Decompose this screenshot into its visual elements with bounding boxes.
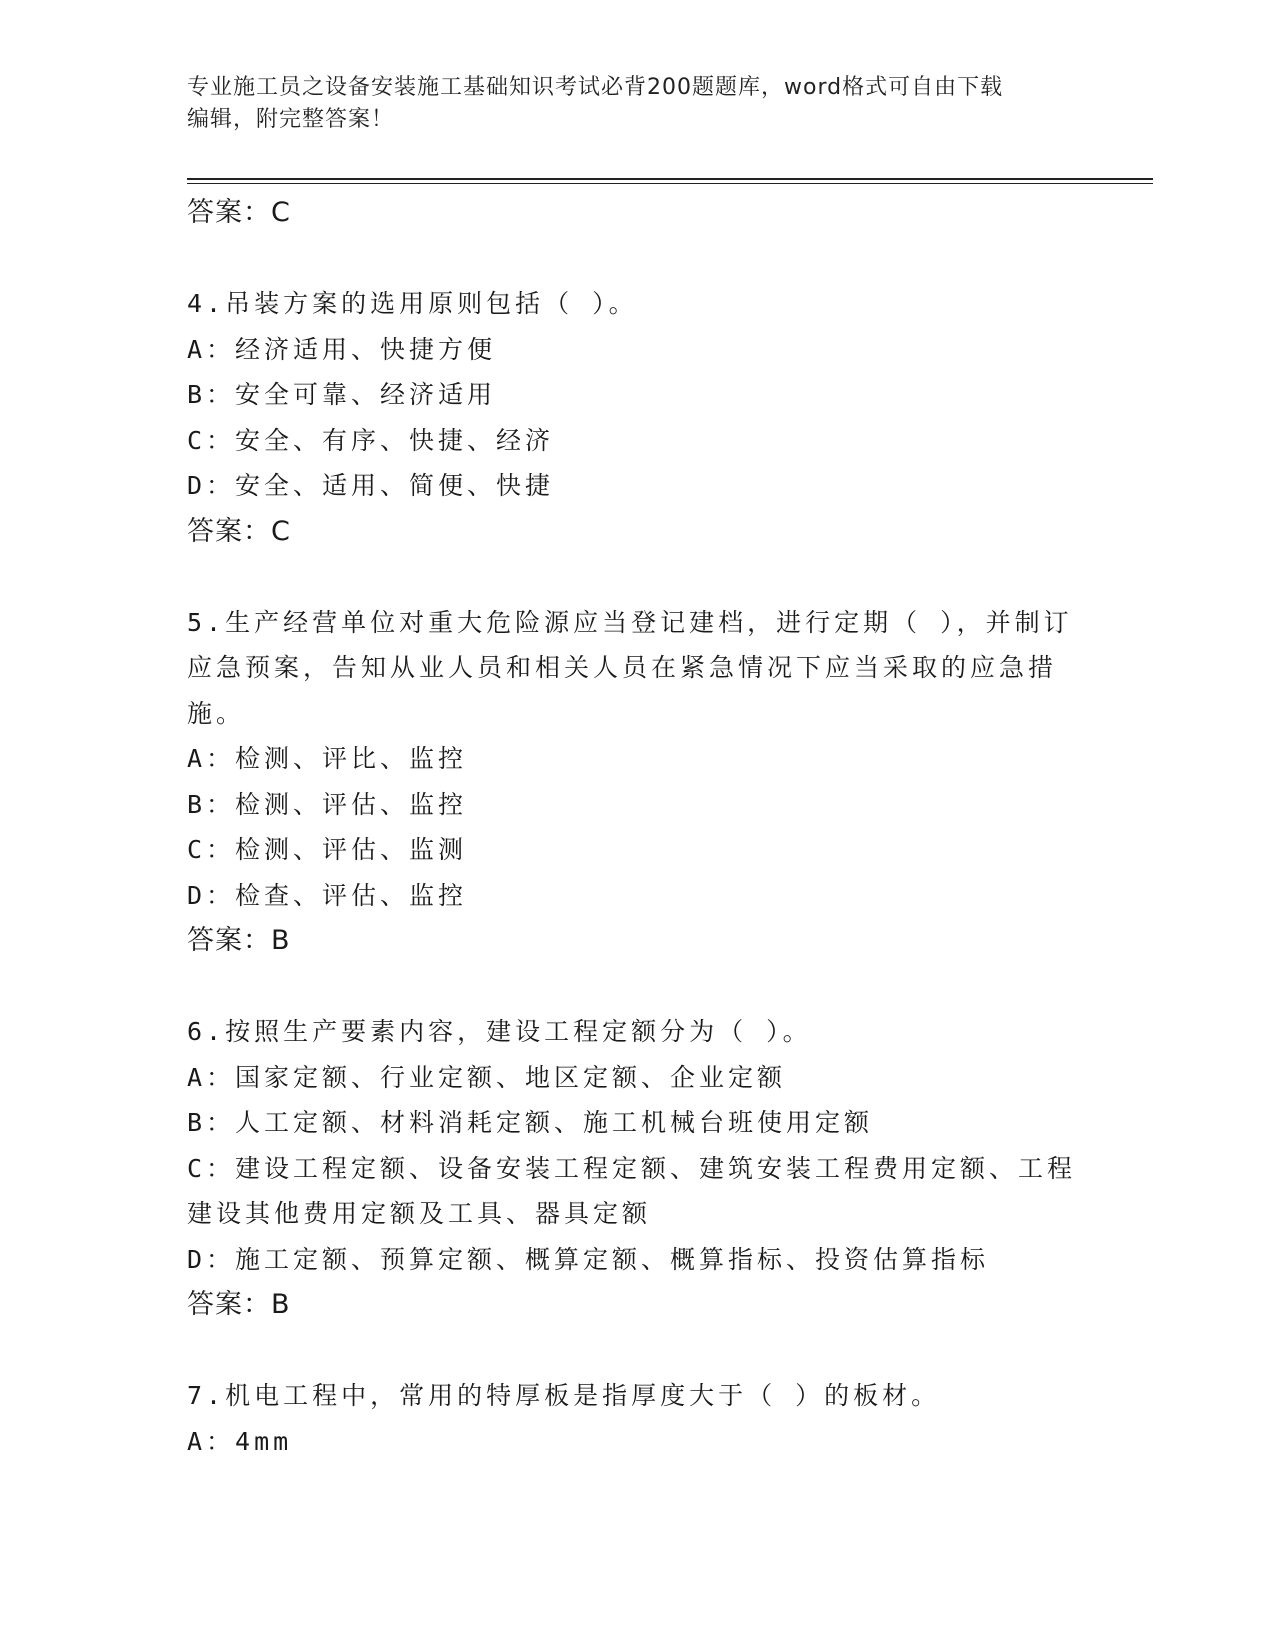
option-a: A：国家定额、行业定额、地区定额、企业定额 xyxy=(187,1062,787,1092)
spacer xyxy=(187,554,1087,600)
document-header xyxy=(187,72,1067,136)
option-b: B：安全可靠、经济适用 xyxy=(187,380,497,409)
option-a: A：4mm xyxy=(187,1426,293,1456)
question-stem-cont: 应急预案，告知从业人员和相关人员在紧急情况下应当采取的应急措 xyxy=(187,653,1058,682)
question-6 xyxy=(187,1009,1087,1328)
option-a: A：检测、评比、监控 xyxy=(187,744,468,773)
option-d: D：检查、评估、监控 xyxy=(187,880,468,910)
option-c-cont: 建设其他费用定额及工具、器具定额 xyxy=(187,1199,652,1228)
header-rule-thick xyxy=(187,178,1153,180)
previous-answer: 答案：C xyxy=(187,197,291,228)
header-line-2: 编辑，附完整答案！ xyxy=(187,107,395,132)
question-stem: 4.吊装方案的选用原则包括（ ）。 xyxy=(187,289,638,318)
answer: 答案：C xyxy=(187,515,291,547)
header-rule-thin xyxy=(187,183,1153,184)
question-list xyxy=(187,190,1087,1464)
header-line-1: 专业施工员之设备安装施工基础知识考试必背200题题库，word格式可自由下载 xyxy=(187,75,1004,100)
spacer xyxy=(187,236,1087,282)
question-stem: 7.机电工程中，常用的特厚板是指厚度大于（ ）的板材。 xyxy=(187,1381,941,1410)
option-a: A：经济适用、快捷方便 xyxy=(187,334,497,364)
question-stem: 6.按照生产要素内容，建设工程定额分为（ ）。 xyxy=(187,1017,812,1046)
option-c: C：安全、有序、快捷、经济 xyxy=(187,425,555,455)
question-4 xyxy=(187,281,1087,554)
option-b: B：人工定额、材料消耗定额、施工机械台班使用定额 xyxy=(187,1108,874,1137)
option-d: D：施工定额、预算定额、概算定额、概算指标、投资估算指标 xyxy=(187,1244,990,1274)
question-stem-cont: 施。 xyxy=(187,698,246,728)
spacer xyxy=(187,1328,1087,1374)
option-c: C：检测、评估、监测 xyxy=(187,835,468,864)
question-stem: 5.生产经营单位对重大危险源应当登记建档，进行定期（ ），并制订 xyxy=(187,607,1073,637)
option-d: D：安全、适用、简便、快捷 xyxy=(187,471,555,500)
question-7 xyxy=(187,1373,1087,1464)
answer: 答案：B xyxy=(187,1289,291,1320)
spacer xyxy=(187,964,1087,1010)
option-b: B：检测、评估、监控 xyxy=(187,789,468,819)
question-5 xyxy=(187,600,1087,964)
answer: 答案：B xyxy=(187,925,291,956)
option-c: C：建设工程定额、设备安装工程定额、建筑安装工程费用定额、工程 xyxy=(187,1153,1077,1183)
